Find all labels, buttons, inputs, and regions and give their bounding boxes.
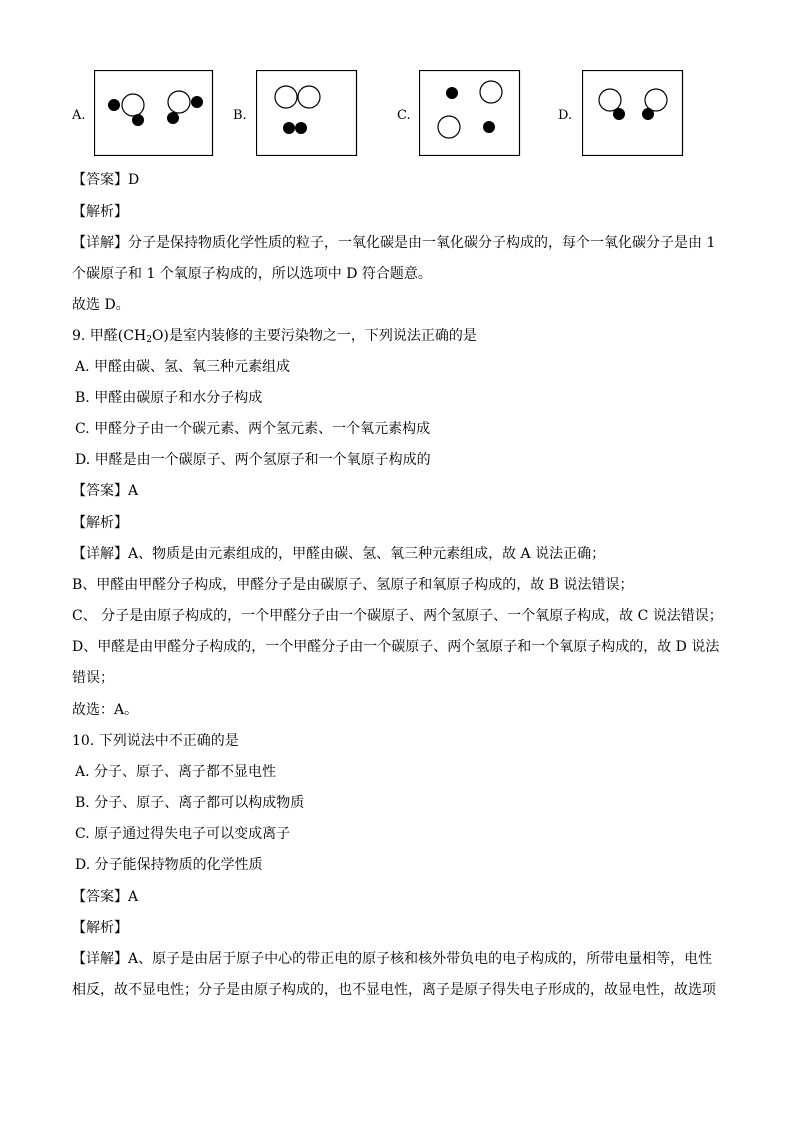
q10-answer: 【答案】A xyxy=(72,889,139,905)
q10-stem: 10. 下列说法中不正确的是 xyxy=(72,733,239,749)
q9-detail-line-2: B、甲醛由甲醛分子构成，甲醛分子是由碳原子、氢原子和氧原子构成的，故 B 说法错误； xyxy=(72,577,634,593)
q9-detail-line-5: 错误； xyxy=(72,670,114,686)
q9-answer: 【答案】A xyxy=(72,483,139,499)
q10-analysis-label: 【解析】 xyxy=(72,920,128,936)
q9-conclusion: 故选：A。 xyxy=(72,702,139,718)
q8-detail-line-2: 个碳原子和 1 个氧原子构成的，所以选项中 D 符合题意。 xyxy=(72,266,432,282)
q9-stem xyxy=(72,326,732,346)
q9-stem-subscript: 2 xyxy=(146,335,152,345)
figure-d-diagram xyxy=(582,70,684,156)
figure-row xyxy=(0,68,794,160)
figure-a-diagram xyxy=(94,70,214,156)
q9-option-c: C. 甲醛分子由一个碳元素、两个氢元素、一个氧元素构成 xyxy=(75,421,431,437)
q8-conclusion: 故选 D。 xyxy=(72,297,130,313)
q10-detail-line-1: 【详解】A、原子是由居于原子中心的带正电的原子核和核外带负电的电子构成的，所带电量相等，电性 xyxy=(72,951,713,967)
q8-detail-line-1: 【详解】分子是保持物质化学性质的粒子，一氧化碳是由一氧化碳分子构成的，每个一氧化碳分子是由 1 xyxy=(72,235,716,251)
figure-label-c: C. xyxy=(397,108,411,123)
q9-stem-before: 9. 甲醛(CH xyxy=(72,328,147,344)
q9-option-a: A. 甲醛由碳、氢、氧三种元素组成 xyxy=(75,359,291,375)
q10-detail-line-2: 相反，故不显电性；分子是由原子构成的，也不显电性，离子是原子得失电子形成的，故显电性，故选项 xyxy=(72,982,716,998)
figure-label-b: B. xyxy=(233,108,247,123)
q9-detail-line-1: 【详解】A、物质是由元素组成的，甲醛由碳、氢、氧三种元素组成，故 A 说法正确； xyxy=(72,546,606,562)
q10-option-c: C. 原子通过得失电子可以变成离子 xyxy=(75,826,291,842)
figure-b-diagram xyxy=(256,70,358,156)
q8-answer: 【答案】D xyxy=(72,172,140,188)
q9-analysis-label: 【解析】 xyxy=(72,515,128,531)
q9-stem-after: O)是室内装修的主要污染物之一，下列说法正确的是 xyxy=(151,328,477,344)
figure-label-d: D. xyxy=(558,108,573,123)
q10-option-b: B. 分子、原子、离子都可以构成物质 xyxy=(75,795,305,811)
figure-label-a: A. xyxy=(72,108,86,123)
q10-option-d: D. 分子能保持物质的化学性质 xyxy=(75,857,263,873)
q8-analysis-label: 【解析】 xyxy=(72,204,128,220)
q9-detail-line-3: C、 分子是由原子构成的，一个甲醛分子由一个碳原子、两个氢原子、一个氧原子构成，故 C 说法错误； xyxy=(72,608,723,624)
q9-option-d: D. 甲醛是由一个碳原子、两个氢原子和一个氧原子构成的 xyxy=(75,452,431,468)
figure-c-diagram xyxy=(419,70,521,156)
q9-detail-line-4: D、甲醛是由甲醛分子构成的，一个甲醛分子由一个碳原子、两个氢原子和一个氧原子构成的，故 D 说法 xyxy=(72,639,720,655)
q10-option-a: A. 分子、原子、离子都不显电性 xyxy=(75,764,277,780)
q9-option-b: B. 甲醛由碳原子和水分子构成 xyxy=(75,390,263,406)
